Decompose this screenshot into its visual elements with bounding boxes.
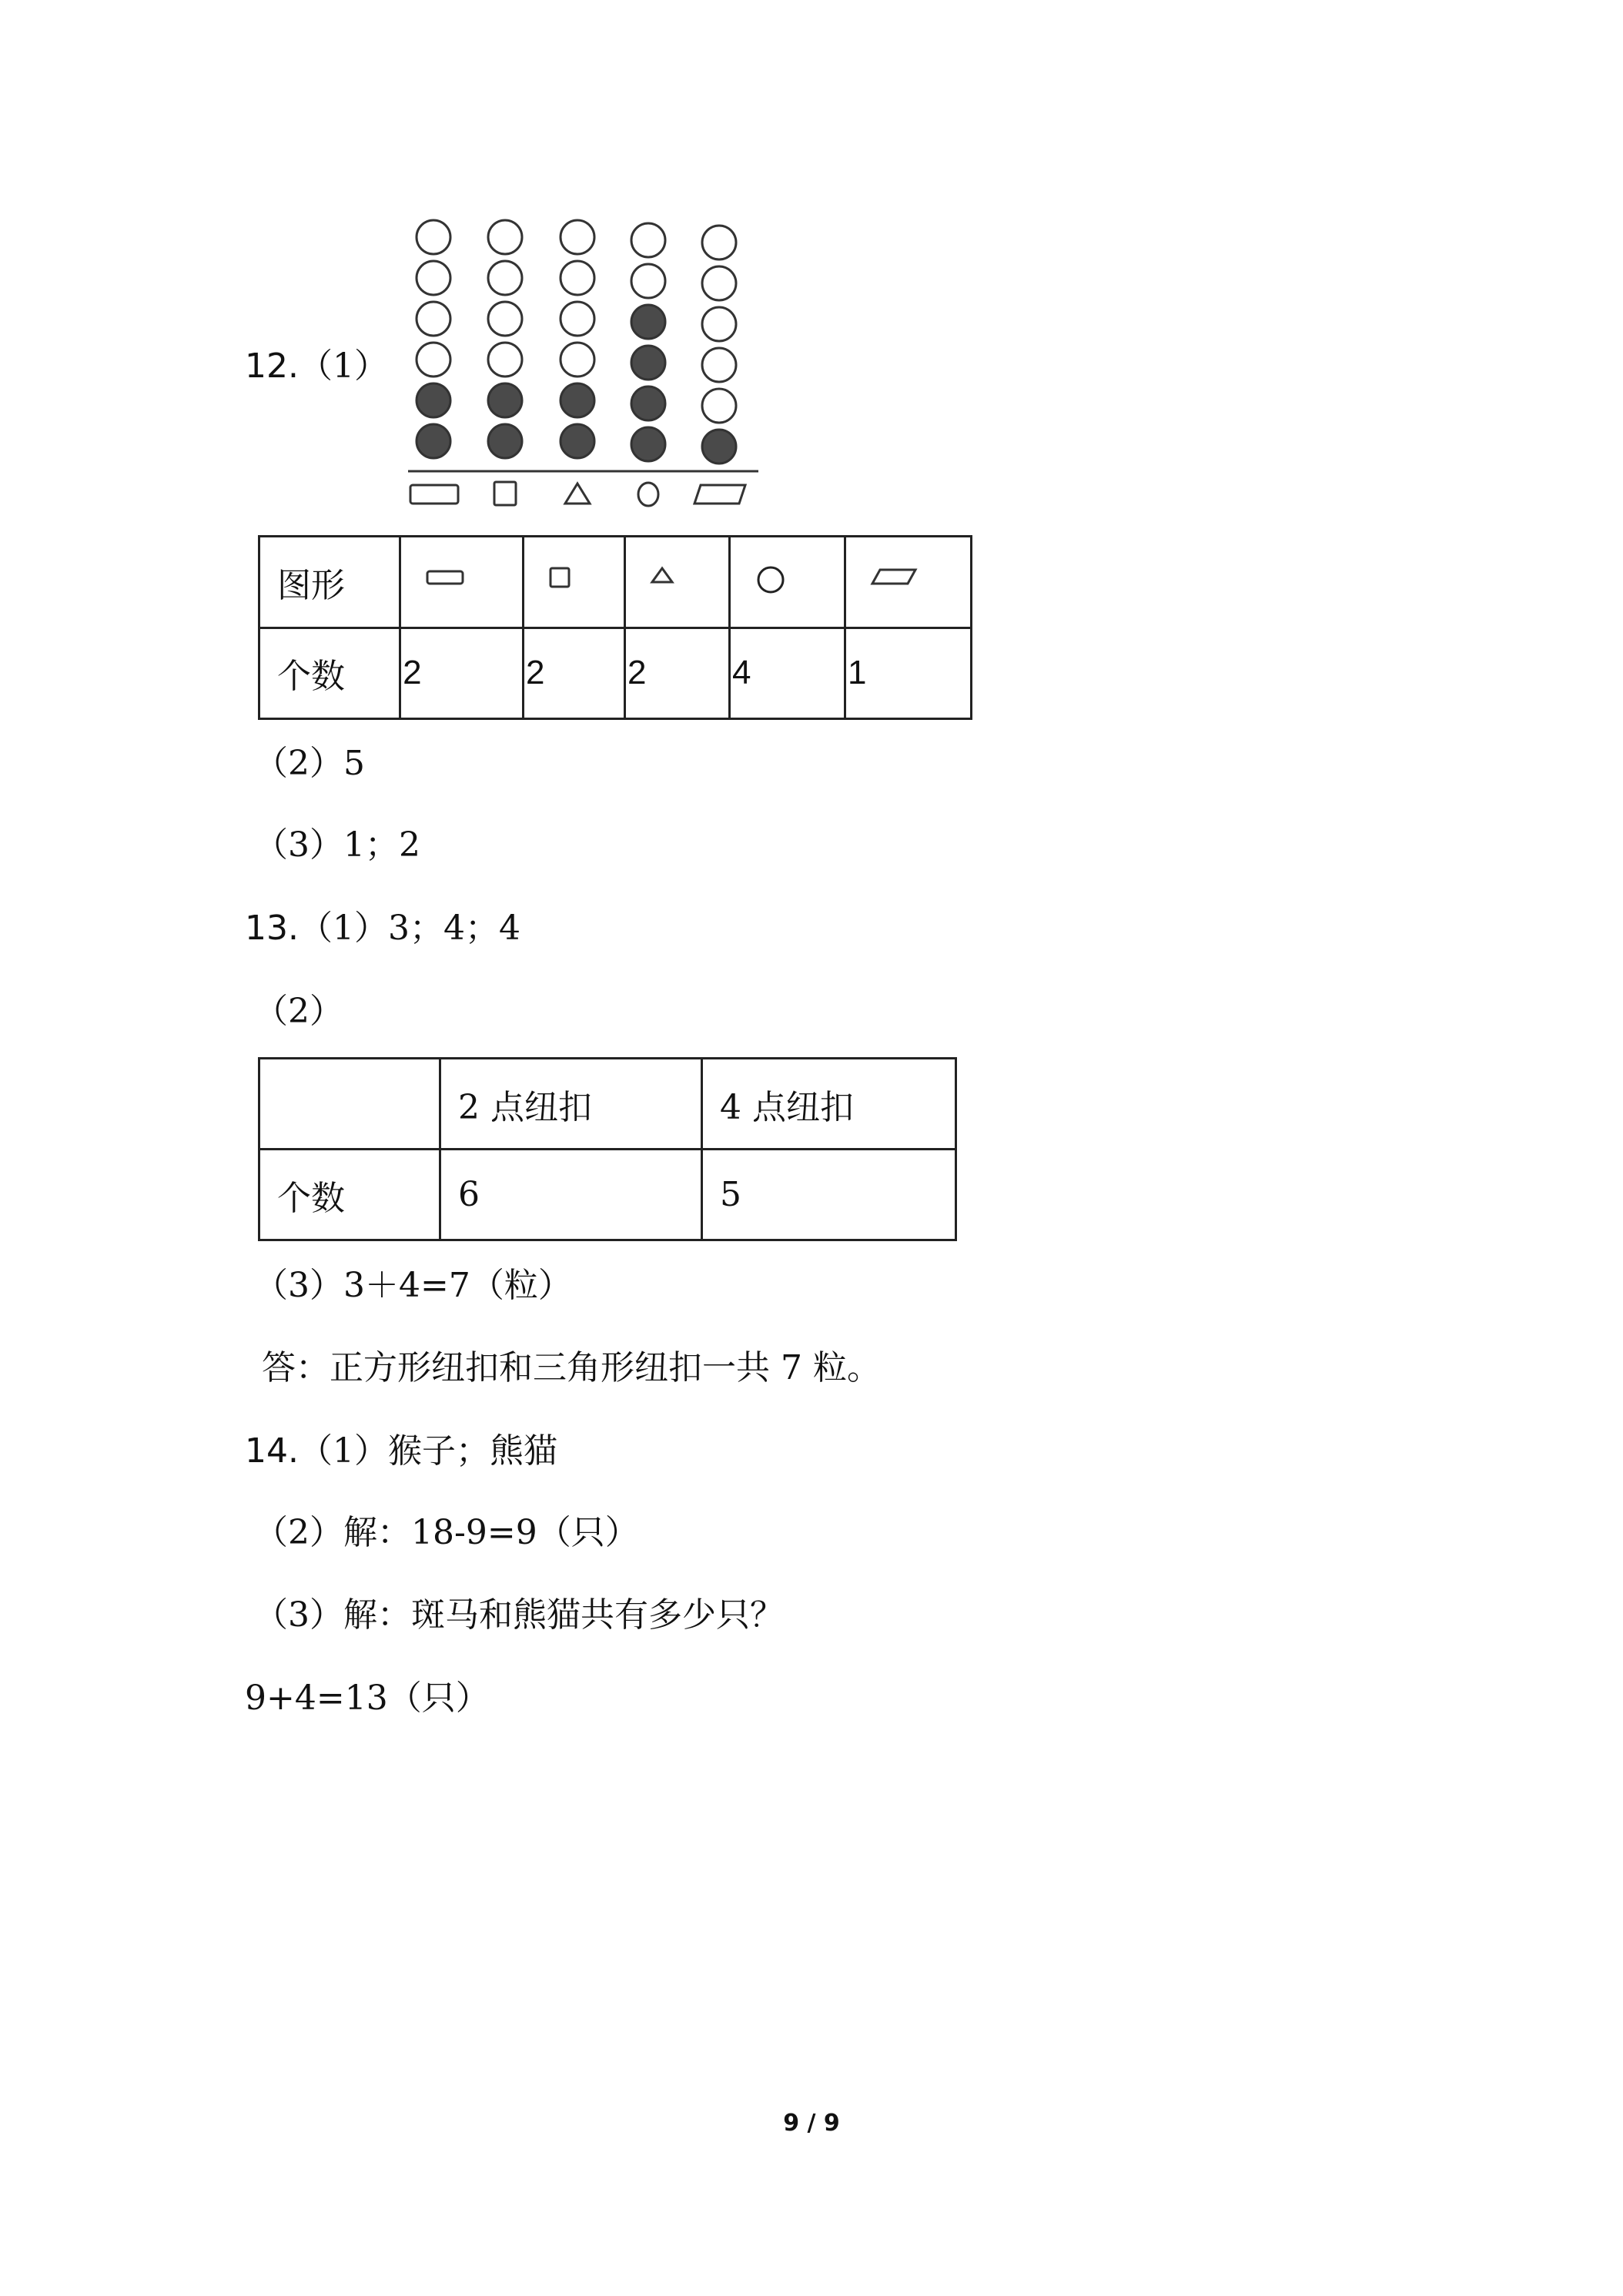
q12-table-count-label: 个数 bbox=[259, 628, 400, 719]
q12-table-shape-cell bbox=[400, 537, 524, 628]
q12-table-shape-cell bbox=[730, 537, 845, 628]
square-icon bbox=[541, 562, 580, 593]
bead-filled bbox=[631, 427, 665, 461]
page-number: 9 / 9 bbox=[783, 2110, 840, 2137]
q13-part1-text: （1）3；4；4 bbox=[298, 909, 520, 948]
bead-empty bbox=[702, 226, 736, 259]
bead-empty bbox=[488, 261, 522, 295]
bead-filled bbox=[488, 383, 522, 417]
bead-empty bbox=[702, 389, 736, 423]
q13-table-row-label: 个数 bbox=[259, 1150, 440, 1240]
q13-part3: （3）3＋4=7（粒） bbox=[254, 1266, 572, 1305]
square-icon bbox=[494, 482, 516, 505]
q14-part1-text: （1）猴子；熊猫 bbox=[298, 1431, 557, 1471]
bead-filled bbox=[702, 430, 736, 464]
bead-filled bbox=[631, 305, 665, 339]
q12-count-circle: 4 bbox=[730, 628, 845, 719]
q12-count-rectangle: 2 bbox=[400, 628, 524, 719]
bead-empty bbox=[417, 302, 450, 336]
triangle-icon bbox=[565, 484, 590, 504]
q13-table-header-row bbox=[259, 1059, 956, 1150]
q12-table-count-row bbox=[259, 628, 972, 719]
q12-table-shape-cell bbox=[625, 537, 730, 628]
bead-filled bbox=[488, 424, 522, 458]
triangle-icon bbox=[643, 562, 681, 593]
bead-empty bbox=[488, 220, 522, 254]
bead-filled bbox=[631, 387, 665, 420]
parallelogram-icon bbox=[863, 562, 925, 593]
q12-table-header-label: 图形 bbox=[259, 537, 400, 628]
bead-empty bbox=[631, 223, 665, 257]
q13-button-table bbox=[258, 1057, 957, 1241]
q13-answer: 答：正方形纽扣和三角形纽扣一共 7 粒。 bbox=[262, 1348, 881, 1387]
bead-empty bbox=[561, 343, 594, 377]
circle-icon bbox=[638, 483, 658, 506]
q13-line1 bbox=[245, 905, 520, 952]
q12-label bbox=[245, 343, 388, 390]
q14-part3: （3）解：斑马和熊猫共有多少只？ bbox=[254, 1595, 784, 1635]
q13-table-col-2dot: 2 点纽扣 bbox=[440, 1059, 702, 1150]
q14-part2: （2）解：18-9=9（只） bbox=[254, 1513, 639, 1552]
q14-number: 14. bbox=[245, 1431, 299, 1471]
bead-filled bbox=[561, 383, 594, 417]
bead-empty bbox=[561, 261, 594, 295]
bead-empty bbox=[417, 343, 450, 377]
bead-empty bbox=[702, 307, 736, 341]
bead-empty bbox=[702, 266, 736, 300]
q14-calc: 9+4=13（只） bbox=[245, 1678, 490, 1718]
q12-part2: （2）5 bbox=[254, 744, 365, 783]
q14-line1 bbox=[245, 1428, 557, 1474]
q13-number: 13. bbox=[245, 909, 299, 948]
bead-empty bbox=[561, 302, 594, 336]
q12-part1-label: （1） bbox=[298, 346, 388, 386]
q12-table-header-row bbox=[259, 537, 972, 628]
q12-count-square: 2 bbox=[524, 628, 625, 719]
bead-empty bbox=[631, 264, 665, 298]
bead-empty bbox=[488, 343, 522, 377]
q12-table-shape-cell bbox=[524, 537, 625, 628]
q13-count-2dot: 6 bbox=[440, 1150, 702, 1240]
q13-part2: （2） bbox=[254, 992, 343, 1031]
bead-filled bbox=[417, 424, 450, 458]
bead-empty bbox=[417, 220, 450, 254]
q12-part3: （3）1；2 bbox=[254, 825, 420, 865]
q13-table-col-4dot: 4 点纽扣 bbox=[702, 1059, 956, 1150]
circle-icon bbox=[748, 558, 794, 597]
q13-table-corner bbox=[259, 1059, 440, 1150]
q12-number: 12. bbox=[245, 346, 299, 386]
rectangle-icon bbox=[410, 485, 458, 504]
bead-empty bbox=[488, 302, 522, 336]
q12-shape-table bbox=[258, 535, 972, 720]
bead-empty bbox=[702, 348, 736, 382]
q12-table-shape-cell bbox=[845, 537, 971, 628]
parallelogram-icon bbox=[694, 485, 745, 504]
bead-filled bbox=[417, 383, 450, 417]
bead-filled bbox=[631, 346, 665, 380]
q12-count-triangle: 2 bbox=[625, 628, 730, 719]
q13-table-count-row bbox=[259, 1150, 956, 1240]
bead-empty bbox=[561, 220, 594, 254]
q12-count-parallelogram: 1 bbox=[845, 628, 971, 719]
rectangle-icon bbox=[418, 562, 472, 593]
q13-count-4dot: 5 bbox=[702, 1150, 956, 1240]
bead-filled bbox=[561, 424, 594, 458]
bead-empty bbox=[417, 261, 450, 295]
q12-bead-chart bbox=[400, 208, 770, 516]
